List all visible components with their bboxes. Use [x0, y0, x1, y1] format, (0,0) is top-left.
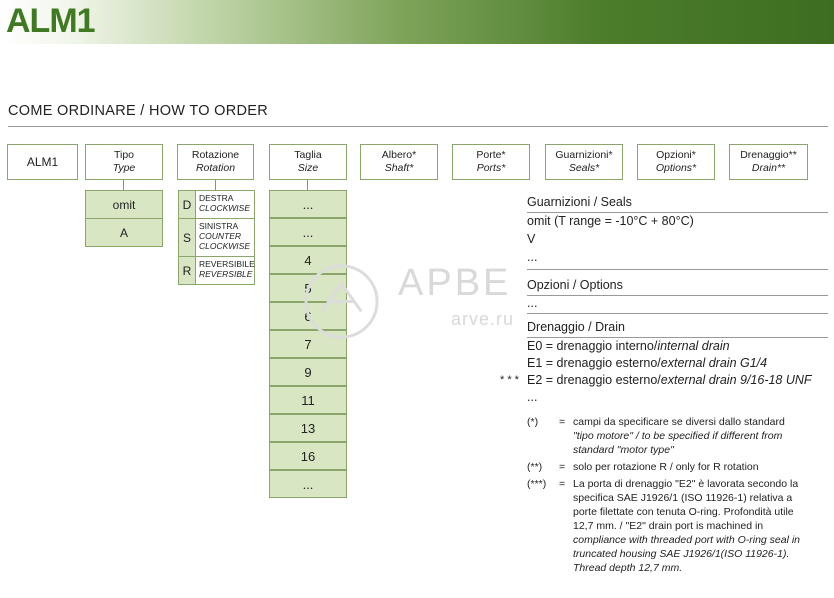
code-box-sublabel: Rotation: [195, 162, 236, 174]
note-mark: (***): [527, 478, 547, 490]
code-box-type: [85, 144, 163, 180]
code-box-label: Drenaggio**: [740, 149, 797, 161]
drain-line-en: internal drain: [657, 339, 730, 353]
code-box-shaft: [360, 144, 438, 180]
code-box-label: Opzioni*: [656, 149, 696, 161]
code-box-sublabel: Type: [112, 162, 136, 174]
drain-title: Drenaggio / Drain: [527, 320, 625, 334]
code-box-sublabel: Options*: [655, 162, 697, 174]
size-option-cell: [269, 470, 347, 498]
code-box-sublabel: Shaft*: [384, 162, 414, 174]
watermark-text: АРВЕ: [398, 262, 512, 304]
size-option-label: ...: [302, 224, 314, 240]
note-line: standard "motor type": [573, 444, 674, 456]
type-option-label: omit: [112, 197, 136, 212]
code-box-label: Porte*: [476, 149, 506, 161]
note-line: campi da specificare se diversi dallo standard: [573, 416, 785, 428]
code-box-size: [269, 144, 347, 180]
rotation-en: REVERSIBLE: [199, 269, 253, 279]
note-line: Thread depth 12,7 mm.: [573, 562, 683, 574]
divider: [8, 126, 828, 127]
code-box-label: Taglia: [294, 149, 322, 161]
note-text: [573, 415, 829, 457]
size-option-cell: [269, 442, 347, 470]
drain-line: [527, 390, 537, 404]
code-box-label: Rotazione: [191, 149, 240, 161]
note-line: 12,7 mm. / "E2" drain port is machined in: [573, 520, 764, 532]
rotation-en: CLOCKWISE: [199, 203, 251, 213]
code-box-drain: [729, 144, 808, 180]
code-box-sublabel: Size: [297, 162, 319, 174]
note-line: truncated housing SAE J1926/1(ISO 11926-1).: [573, 548, 790, 560]
drain-line-en: external drain G1/4: [660, 356, 768, 370]
size-option-cell: [269, 414, 347, 442]
rotation-it: REVERSIBILE: [199, 259, 255, 269]
size-option-label: 13: [300, 420, 316, 436]
size-option-label: 7: [304, 336, 312, 352]
note-eq: =: [559, 478, 566, 490]
type-option-label: A: [119, 225, 128, 240]
code-box-sublabel: Drain**: [751, 162, 786, 174]
options-line: ...: [527, 296, 538, 310]
drain-line-it: E0 = drenaggio interno/: [527, 339, 658, 353]
drain-line-en: external drain 9/16-18 UNF: [660, 373, 812, 387]
drain-line-it: E2 = drenaggio esterno/: [527, 373, 661, 387]
connector-line: [123, 180, 124, 190]
section-title: COME ORDINARE / HOW TO ORDER: [8, 103, 269, 119]
drain-line: [527, 339, 730, 353]
size-option-label: 6: [304, 308, 312, 324]
note-line: "tipo motore" / to be specified if different from: [573, 430, 783, 442]
note-mark: (**): [527, 461, 543, 473]
code-box-label: Albero*: [381, 149, 417, 161]
rotation-option-row: [178, 190, 255, 219]
note-line: porte filettate con tenuta O-ring. Profondità utile: [573, 506, 794, 518]
drain-line-it: ...: [527, 390, 538, 404]
note-line: compliance with threaded port with O-ring seal in: [573, 534, 801, 546]
size-option-label: ...: [302, 196, 314, 212]
connector-line: [215, 180, 216, 190]
rotation-en: COUNTER CLOCKWISE: [199, 231, 251, 251]
page-title: ALM1: [6, 2, 95, 40]
note-line: La porta di drenaggio "E2" è lavorata secondo la: [573, 478, 799, 490]
code-box-rotation: [177, 144, 254, 180]
size-option-cell: [269, 386, 347, 414]
size-option-cell: [269, 190, 347, 218]
size-option-label: 11: [301, 392, 315, 408]
size-option-label: 5: [304, 280, 312, 296]
size-option-label: ...: [302, 476, 314, 492]
code-box-ports: [452, 144, 530, 180]
divider: [527, 313, 828, 314]
type-option-cell: [85, 218, 163, 247]
type-option-cell: [85, 190, 163, 219]
note-line: specifica SAE J1926/1 (ISO 11926-1) relativa a: [573, 492, 793, 504]
rotation-letter: D: [179, 191, 196, 218]
size-option-label: 4: [304, 252, 312, 268]
header-banner: [0, 0, 834, 44]
code-box-sublabel: Seals*: [568, 162, 600, 174]
divider: [527, 337, 828, 338]
drain-line-it: E1 = drenaggio esterno/: [527, 356, 661, 370]
size-option-cell: [269, 358, 347, 386]
rotation-it: SINISTRA: [199, 221, 239, 231]
rotation-letter: S: [179, 219, 196, 256]
drain-line: [527, 356, 767, 370]
note-text: [573, 477, 829, 575]
watermark-logo-icon: [302, 262, 381, 341]
seals-line: ...: [527, 250, 538, 264]
connector-line: [307, 180, 308, 190]
drain-line: [527, 373, 812, 387]
divider: [527, 269, 828, 270]
code-box-label: Guarnizioni*: [555, 149, 613, 161]
divider: [527, 212, 828, 213]
divider: [527, 295, 828, 296]
note-eq: =: [559, 461, 566, 473]
code-box-label: ALM1: [26, 154, 59, 169]
code-box-options: [637, 144, 715, 180]
size-option-cell: [269, 218, 347, 246]
rotation-it: DESTRA: [199, 193, 234, 203]
note-mark: (*): [527, 416, 539, 428]
code-box-sublabel: Ports*: [476, 162, 506, 174]
seals-line: omit (T range = -10°C + 80°C): [527, 214, 694, 228]
rotation-option-row: [178, 256, 255, 285]
seals-line: V: [527, 232, 536, 246]
code-box-model: [7, 144, 78, 180]
options-title: Opzioni / Options: [527, 278, 623, 292]
seals-title: Guarnizioni / Seals: [527, 195, 632, 209]
size-option-label: 16: [300, 448, 316, 464]
watermark-subtext: arve.ru: [451, 309, 515, 329]
size-option-label: 9: [304, 364, 312, 380]
note-eq: =: [559, 416, 566, 428]
rotation-letter: R: [179, 257, 196, 284]
note-text: solo per rotazione R / only for R rotation: [573, 461, 759, 473]
drain-prefix-mark: * * *: [500, 374, 519, 386]
rotation-option-row: [178, 218, 255, 257]
code-box-seals: [545, 144, 623, 180]
code-box-label: Tipo: [113, 149, 135, 161]
